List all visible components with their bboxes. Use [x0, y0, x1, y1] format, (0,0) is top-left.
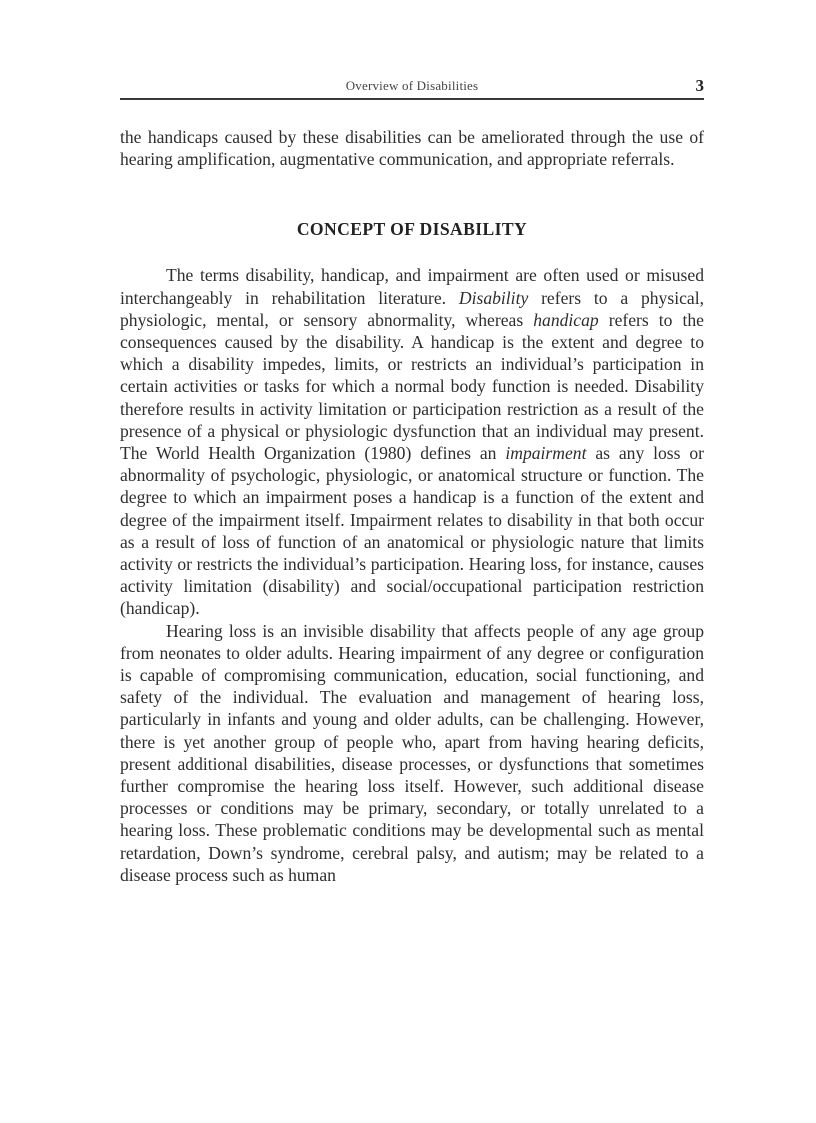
emphasis-term-handicap: handicap — [533, 309, 599, 330]
page-header — [120, 76, 704, 100]
paragraph-text: The terms disability, handicap, and impairment are often used or misused interchangeably in rehabilitation literature. — [120, 265, 704, 308]
page-number: 3 — [695, 76, 704, 95]
section-heading: CONCEPT OF DISABILITY — [296, 219, 528, 240]
paragraph-text: as any loss or abnormality of psychologic, physiologic, or anatomical structure or function. The degree to which an impairment poses a handicap is a function of the extent and degree of the impairment itself. Impairment relates to disability in that both occur as a result of loss of function of an anatomical or physiologic nature that limits activity or restricts the individual’s participation. Hearing loss, for instance, causes activity limitation (disability) and social/occupational participation restriction (handicap). — [120, 443, 705, 619]
intro-paragraph: the handicaps caused by these disabilities can be ameliorated through the use of hearing amplification, augmentative communication, and appropriate referrals. — [120, 127, 704, 170]
running-head-title: Overview of Disabilities — [345, 78, 479, 93]
paragraph-text: refers to the consequences caused by the disability. A handicap is the extent and degree to which a disability impedes, limits, or restricts an individual’s participation in certain activities or tasks for which a normal body function is needed. Disability therefore results in activity limitation or participation restriction as a result of the presence of a physical or physiologic dysfunction that an individual may present. The World Health Organization (1980) defines an — [120, 309, 704, 464]
paragraph-text: refers to a physical, physiologic, mental, or sensory abnormality, whereas — [120, 287, 704, 330]
body-text — [120, 126, 704, 886]
paragraph-hearing-loss: Hearing loss is an invisible disability that affects people of any age group from neonates to older adults. Hearing impairment of any degree or configuration is capable of compromising communication, education, social functioning, and safety of the individual. The evaluation and management of hearing loss, particularly in infants and young and older adults, can be challenging. However, there is yet another group of people who, apart from having hearing deficits, present additional disabilities, disease processes, or dysfunctions that sometimes further compromise the hearing loss itself. However, such additional disease processes or conditions may be primary, secondary, or totally unrelated to a hearing loss. These problematic conditions may be developmental such as mental retardation, Down’s syndrome, cerebral palsy, and autism; may be related to a disease process such as human — [120, 620, 704, 885]
paragraph-concept-definition — [120, 264, 704, 619]
emphasis-term-disability: Disability — [458, 287, 529, 308]
emphasis-term-impairment: impairment — [505, 443, 587, 464]
